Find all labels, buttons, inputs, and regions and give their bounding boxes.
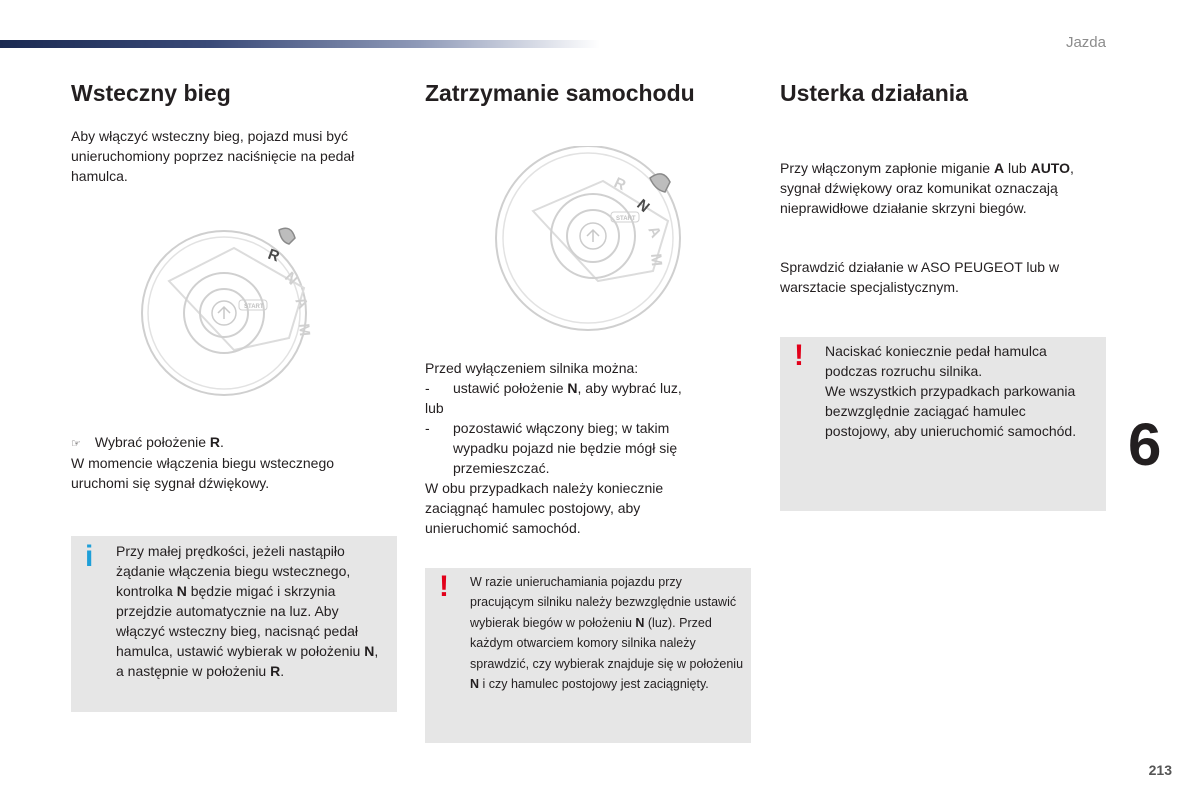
or-text: lub: [425, 400, 444, 416]
gear-selector-illustration: [139, 218, 379, 418]
dial-label-m: M: [295, 322, 314, 337]
warning-box: [425, 568, 751, 743]
warning-icon: !: [794, 339, 804, 372]
svg-text:START: START: [616, 216, 636, 222]
section-title: Zatrzymanie samochodu: [425, 80, 695, 106]
list-item: - ustawić położenie N, aby wybrać luz,: [425, 380, 682, 396]
warning-line: Naciskać koniecznie pedał hamulca podczas rozruchu silnika.: [825, 343, 1047, 379]
warning-icon: !: [439, 570, 449, 603]
header-gradient-bar: [0, 40, 600, 48]
info-text: Przy małej prędkości, jeżeli nastąpiło żądanie włączenia biegu wstecznego, kontrolka N będzie migać i skrzynia przejdzie automatycznie na luz. Aby włączyć wsteczny bieg, nacisnąć pedał hamulca, ustawić wybierak w położeniu N, a następnie w położeniu R.: [116, 543, 379, 679]
dial-label-a: A: [644, 223, 665, 241]
dial-label-n: N: [281, 268, 301, 289]
intro-text: Przed wyłączeniem silnika można:: [425, 360, 639, 376]
dial-label-r: R: [265, 245, 282, 266]
dial-label-r: R: [611, 174, 629, 195]
step-result-text: W momencie włączenia biegu wstecznego uruchomi się sygnał dźwiękowy.: [71, 455, 335, 491]
section-title: Usterka działania: [780, 80, 968, 106]
svg-text:START: START: [244, 304, 264, 310]
dash-bullet: -: [425, 420, 430, 436]
dial-label-n: N: [633, 196, 653, 217]
dial-label-a: A: [291, 294, 312, 312]
warning-text: W razie unieruchamiania pojazdu przy pracującym silniku należy bezwzględnie ustawić wybierak biegów w położeniu N (luz). Przed każdym otwarciem komory silnika należy sprawdzić, czy wybierak znajduje się w położeniu N i czy hamulec postojowy jest zaciągnięty.: [470, 575, 744, 692]
service-text: Sprawdzić działanie w ASO PEUGEOT lub w warsztacie specjalistycznym.: [780, 259, 1060, 295]
finger-icon: ☞: [71, 438, 81, 450]
warning-box: [780, 337, 1106, 511]
info-box: [71, 536, 397, 712]
list-item: - pozostawić włączony bieg; w takim wypadku pojazd nie będzie mógł się przemieszczać.: [425, 420, 678, 476]
malfunction-text: Przy włączonym zapłonie miganie A lub AUTO, sygnał dźwiękowy oraz komunikat oznaczają nieprawidłowe działanie skrzyni biegów.: [780, 160, 1074, 216]
conclusion-text: W obu przypadkach należy koniecznie zaciągnąć hamulec postojowy, aby unieruchomić samochód.: [425, 480, 664, 536]
chapter-number: 6: [1128, 411, 1162, 478]
option-list: [425, 378, 725, 478]
warning-line: We wszystkich przypadkach parkowania bezwzględnie zaciągać hamulec postojowy, aby unieruchomić samochód.: [825, 383, 1077, 439]
dial-label-m: M: [647, 252, 666, 267]
info-icon: i: [85, 540, 94, 573]
intro-text: Aby włączyć wsteczny bieg, pojazd musi być unieruchomiony poprzez naciśnięcie na pedał hamulca.: [71, 128, 355, 184]
section-name: Jazda: [1065, 34, 1106, 51]
warning-text: [825, 341, 1089, 441]
step-instruction: ☞ Wybrać położenie R.: [71, 434, 224, 450]
section-title: Wsteczny bieg: [71, 80, 231, 106]
page-number: 213: [1148, 762, 1172, 778]
gear-selector-illustration: [493, 146, 733, 346]
dash-bullet: -: [425, 380, 430, 396]
